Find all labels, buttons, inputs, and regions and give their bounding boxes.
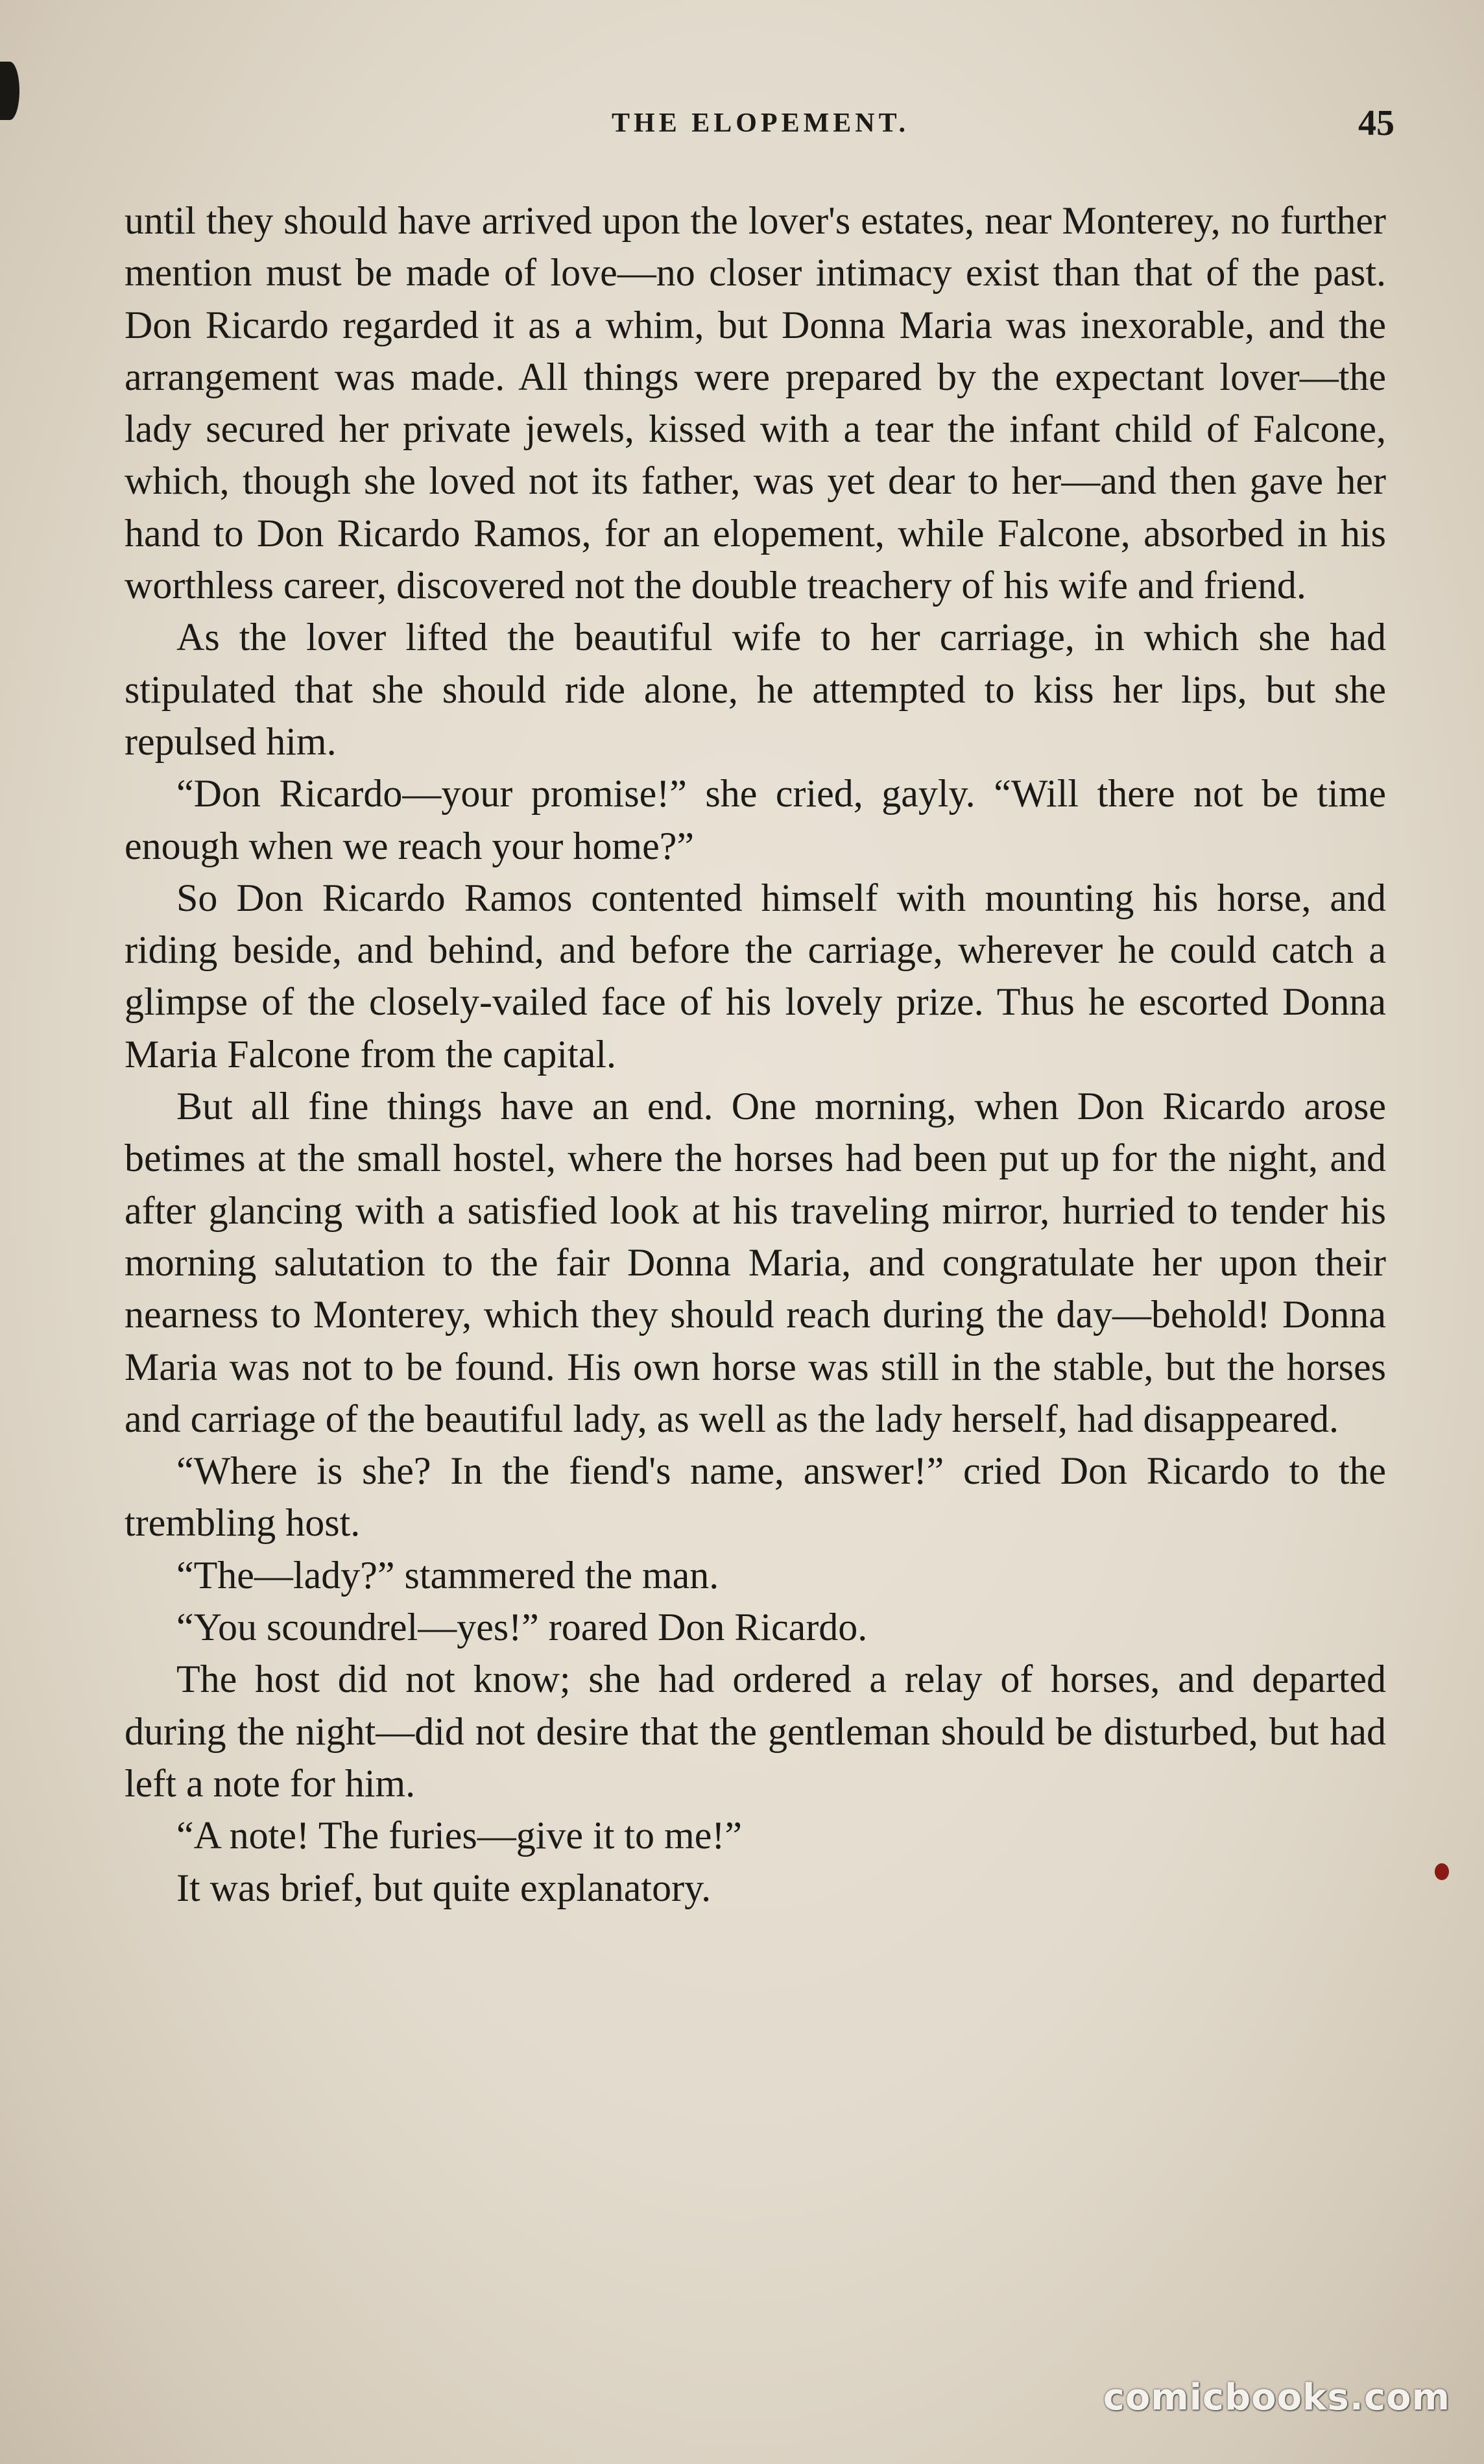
paragraph-2: As the lover lifted the beautiful wife to her carriage, in which she had stipulated that she should ride alone, he attempted to kiss her lips, but she repulsed him. [125, 616, 1386, 763]
ink-spot [1435, 1863, 1449, 1880]
page-edge-mark [0, 62, 19, 120]
paragraph-11: It was brief, but quite explanatory. [176, 1866, 712, 1909]
watermark: comicbooks.com [1103, 2376, 1450, 2419]
paragraph-10: “A note! The furies—give it to me!” [176, 1814, 742, 1857]
paragraph-1: until they should have arrived upon the lover's estates, near Monterey, no further mention must be made of love—no closer intimacy exist than that of the past. Don Ricardo regarded it as a whim, but Donna Maria was inexorable, and the arrangement was made. All things were prepared by the expectant lover—the lady secured her private jewels, kissed with a tear the infant child of Falcone, which, though she loved not its father, was yet dear to her—and then gave her hand to Don Ricardo Ramos, for an elopement, while Falcone, absorbed in his worthless career, discovered not the double treachery of his wife and friend. [125, 199, 1386, 607]
paragraph-9: The host did not know; she had ordered a relay of horses, and departed during the night—did not desire that the gentleman should be disturbed, but had left a note for him. [125, 1658, 1386, 1805]
running-head [126, 101, 1394, 146]
paragraph-8: “You scoundrel—yes!” roared Don Ricardo. [176, 1606, 868, 1649]
running-title: THE ELOPEMENT. [612, 108, 909, 138]
paragraph-3: “Don Ricardo—your promise!” she cried, gayly. “Will there not be time enough when we reach your home?” [125, 772, 1386, 867]
page-number: 45 [1358, 103, 1394, 143]
paragraph-7: “The—lady?” stammered the man. [176, 1553, 719, 1597]
body-text [125, 195, 1386, 1914]
paragraph-6: “Where is she? In the fiend's name, answer!” cried Don Ricardo to the trembling host. [125, 1449, 1386, 1545]
paragraph-5: But all fine things have an end. One morning, when Don Ricardo arose betimes at the small hostel, where the horses had been put up for the night, and after glancing with a satisfied look at his traveling mirror, hurried to tender his morning salutation to the fair Donna Maria, and congratulate her upon their nearness to Monterey, which they should reach during the day—behold! Donna Maria was not to be found. His own horse was still in the stable, but the horses and carriage of the beautiful lady, as well as the lady herself, had disappeared. [125, 1085, 1386, 1440]
paragraph-4: So Don Ricardo Ramos contented himself with mounting his horse, and riding beside, and behind, and before the carriage, wherever he could catch a glimpse of the closely-vailed face of his lovely prize. Thus he escorted Donna Maria Falcone from the capital. [125, 876, 1386, 1076]
